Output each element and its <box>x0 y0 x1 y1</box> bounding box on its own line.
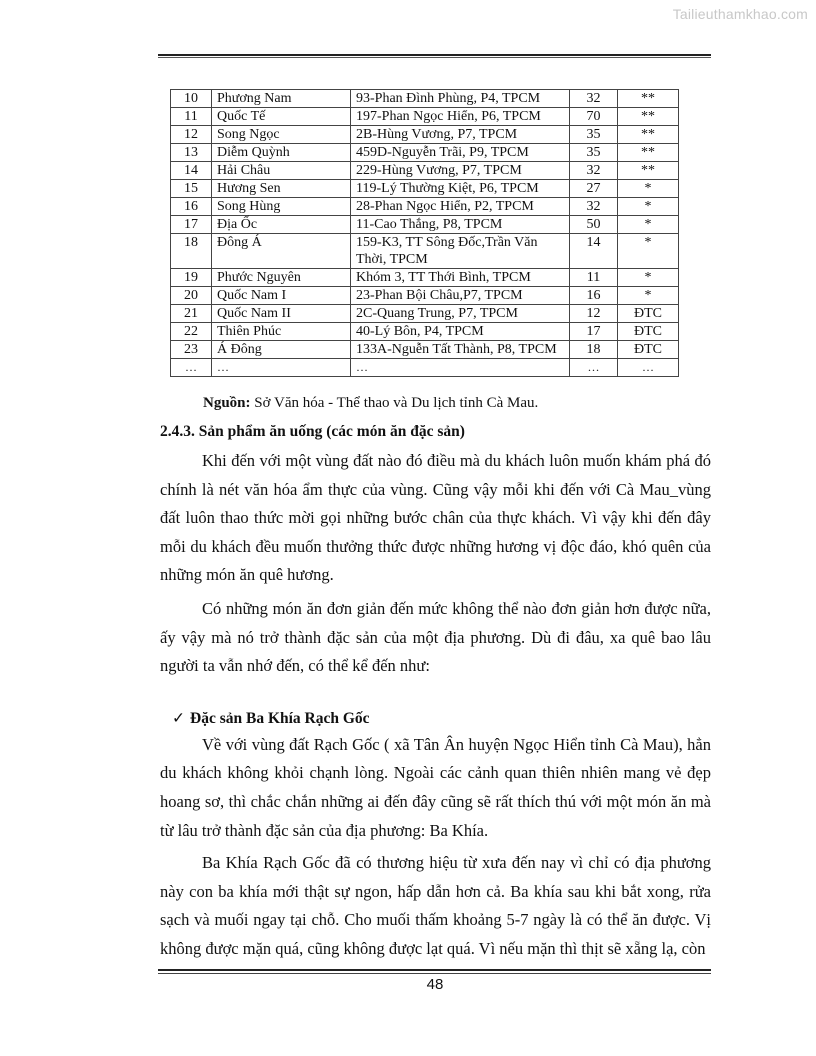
table-row <box>171 108 679 126</box>
row-number: 21 <box>171 305 212 323</box>
hotel-address: 133A-Nguễn Tất Thành, P8, TPCM <box>351 341 570 359</box>
hotel-address: Khóm 3, TT Thới Bình, TPCM <box>351 269 570 287</box>
hotel-address: 2B-Hùng Vương, P7, TPCM <box>351 126 570 144</box>
room-count: 50 <box>570 216 618 234</box>
room-count: 32 <box>570 198 618 216</box>
hotel-table <box>170 89 679 377</box>
row-number: 10 <box>171 90 212 108</box>
table-row <box>171 90 679 108</box>
hotel-address: 119-Lý Thường Kiệt, P6, TPCM <box>351 180 570 198</box>
hotel-rank: ** <box>618 126 679 144</box>
row-number: 22 <box>171 323 212 341</box>
hotel-address: 40-Lý Bôn, P4, TPCM <box>351 323 570 341</box>
hotel-rank: ĐTC <box>618 341 679 359</box>
body-content <box>160 422 711 964</box>
room-count: 32 <box>570 162 618 180</box>
hotel-name: Hải Châu <box>212 162 351 180</box>
subsection-heading <box>160 709 711 729</box>
row-number: 17 <box>171 216 212 234</box>
hotel-name: Thiên Phúc <box>212 323 351 341</box>
room-count: 70 <box>570 108 618 126</box>
page-number: 48 <box>426 976 444 993</box>
paragraph: Về với vùng đất Rạch Gốc ( xã Tân Ân huyện Ngọc Hiển tỉnh Cà Mau), hẳn du khách không khỏi chạnh lòng. Ngoài các cảnh quan thiên nhiên mang vẻ đẹp hoang sơ, thì chắc chắn những ai đến đây cũng sẽ rất thích thú với một món ăn mà từ lâu trở thành đặc sản của địa phương: Ba Khía. <box>160 734 711 840</box>
table-row <box>171 359 679 377</box>
room-count: 12 <box>570 305 618 323</box>
hotel-rank: ĐTC <box>618 323 679 341</box>
hotel-rank: ** <box>618 108 679 126</box>
room-count: 18 <box>570 341 618 359</box>
hotel-address: … <box>351 359 570 377</box>
row-number: 20 <box>171 287 212 305</box>
hotel-address: 159-K3, TT Sông Đốc,Trần Văn Thời, TPCM <box>351 234 570 269</box>
hotel-name: Á Đông <box>212 341 351 359</box>
hotel-rank: ** <box>618 90 679 108</box>
hotel-address: 229-Hùng Vương, P7, TPCM <box>351 162 570 180</box>
row-number: 15 <box>171 180 212 198</box>
room-count: … <box>570 359 618 377</box>
hotel-name: Địa Ốc <box>212 216 351 234</box>
hotel-name: Song Hùng <box>212 198 351 216</box>
table-row <box>171 305 679 323</box>
hotel-rank: * <box>618 234 679 269</box>
row-number: 23 <box>171 341 212 359</box>
hotel-address: 28-Phan Ngọc Hiển, P2, TPCM <box>351 198 570 216</box>
hotel-address: 93-Phan Đình Phùng, P4, TPCM <box>351 90 570 108</box>
row-number: 13 <box>171 144 212 162</box>
hotel-name: Quốc Tế <box>212 108 351 126</box>
spacer <box>160 681 711 709</box>
table-row <box>171 287 679 305</box>
subsection-title: Đặc sản Ba Khía Rạch Gốc <box>190 709 370 727</box>
hotel-rank: * <box>618 180 679 198</box>
section-heading: 2.4.3. Sản phẩm ăn uống (các món ăn đặc sản) <box>160 423 465 440</box>
room-count: 35 <box>570 144 618 162</box>
table-row <box>171 126 679 144</box>
hotel-rank: * <box>618 269 679 287</box>
table-row <box>171 216 679 234</box>
paragraph: Khi đến với một vùng đất nào đó điều mà du khách luôn muốn khám phá đó chính là nét văn hóa ẩm thực của vùng. Cũng vậy mỗi khi đến với Cà Mau_vùng đất luôn thao thức mời gọi những bước chân của thực khách. Vì vậy khi đến đây mỗi du khách đều muốn thưởng thức được những hương vị độc đáo, khó quên của những món ăn quê hương. <box>160 451 711 585</box>
row-number: 12 <box>171 126 212 144</box>
row-number: 19 <box>171 269 212 287</box>
room-count: 11 <box>570 269 618 287</box>
hotel-rank: * <box>618 216 679 234</box>
hotel-name: Phước Nguyên <box>212 269 351 287</box>
hotel-name: Quốc Nam I <box>212 287 351 305</box>
table-row <box>171 144 679 162</box>
row-number: 18 <box>171 234 212 269</box>
hotel-address: 11-Cao Thắng, P8, TPCM <box>351 216 570 234</box>
hotel-rank: ** <box>618 162 679 180</box>
hotel-address: 23-Phan Bội Châu,P7, TPCM <box>351 287 570 305</box>
source-label: Nguồn: <box>203 395 251 411</box>
hotel-name: Phương Nam <box>212 90 351 108</box>
table-row <box>171 269 679 287</box>
hotel-address: 2C-Quang Trung, P7, TPCM <box>351 305 570 323</box>
hotel-address: 197-Phan Ngọc Hiển, P6, TPCM <box>351 108 570 126</box>
hotel-address: 459D-Nguyễn Trãi, P9, TPCM <box>351 144 570 162</box>
table-row <box>171 198 679 216</box>
header-rule <box>158 54 711 58</box>
row-number: … <box>171 359 212 377</box>
hotel-name: … <box>212 359 351 377</box>
hotel-name: Quốc Nam II <box>212 305 351 323</box>
watermark: Tailieuthamkhao.com <box>672 6 808 22</box>
room-count: 27 <box>570 180 618 198</box>
checkmark-icon: ✓ <box>172 709 185 727</box>
table-row <box>171 162 679 180</box>
footer-rule <box>158 969 711 974</box>
hotel-name: Song Ngọc <box>212 126 351 144</box>
room-count: 14 <box>570 234 618 269</box>
room-count: 16 <box>570 287 618 305</box>
table-row <box>171 341 679 359</box>
hotel-name: Đông Á <box>212 234 351 269</box>
room-count: 32 <box>570 90 618 108</box>
hotel-rank: … <box>618 359 679 377</box>
table-source <box>203 395 538 412</box>
hotel-rank: ĐTC <box>618 305 679 323</box>
hotel-rank: ** <box>618 144 679 162</box>
source-text: Sở Văn hóa - Thể thao và Du lịch tỉnh Cà Mau. <box>250 395 539 411</box>
room-count: 17 <box>570 323 618 341</box>
table-row <box>171 323 679 341</box>
hotel-name: Hương Sen <box>212 180 351 198</box>
row-number: 14 <box>171 162 212 180</box>
row-number: 11 <box>171 108 212 126</box>
paragraph: Ba Khía Rạch Gốc đã có thương hiệu từ xưa đến nay vì chỉ có địa phương này con ba khía mới thật sự ngon, hấp dẫn hơn cả. Ba khía sau khi bắt xong, rửa sạch và muối ngay tại chỗ. Cho muối thấm khoảng 5-7 ngày là có thể ăn được. Vị không được mặn quá, cũng không được lạt quá. Vì nếu mặn thì thịt sẽ xẵng lạ, còn <box>160 853 711 958</box>
hotel-table-body <box>171 90 679 377</box>
table-row <box>171 234 679 269</box>
hotel-rank: * <box>618 287 679 305</box>
table-row <box>171 180 679 198</box>
hotel-name: Diễm Quỳnh <box>212 144 351 162</box>
room-count: 35 <box>570 126 618 144</box>
row-number: 16 <box>171 198 212 216</box>
paragraph: Có những món ăn đơn giản đến mức không thể nào đơn giản hơn được nữa, ấy vậy mà nó trở thành đặc sản của một địa phương. Dù đi đâu, xa quê bao lâu người ta vẫn nhớ đến, có thể kể đến như: <box>160 598 711 676</box>
hotel-rank: * <box>618 198 679 216</box>
